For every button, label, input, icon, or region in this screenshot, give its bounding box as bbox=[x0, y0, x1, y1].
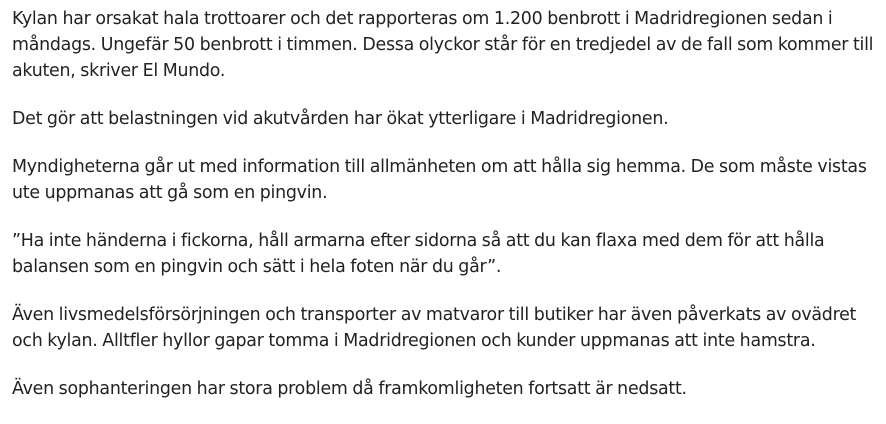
article-quote-paragraph: ”Ha inte händerna i fickorna, håll armarna efter sidorna så att du kan flaxa med dem för att hålla balansen som en pingvin och sätt i hela foten när du går”. bbox=[12, 231, 825, 277]
article-paragraph: Myndigheterna går ut med information till allmänheten om att hålla sig hemma. De som måste vistas ute uppmanas att gå som en pingvin. bbox=[12, 157, 867, 203]
article-paragraph: Det gör att belastningen vid akutvården har ökat ytterligare i Madridregionen. bbox=[12, 109, 669, 129]
article-paragraph: Även livsmedelsförsörjningen och transporter av matvaror till butiker har även påverkats av ovädret och kylan. Alltfler hyllor gapar tomma i Madridregionen och kunder uppmanas att inte hamstra. bbox=[12, 305, 857, 351]
article-paragraph: Kylan har orsakat hala trottoarer och det rapporteras om 1.200 benbrott i Madridregionen sedan i måndags. Ungefär 50 benbrott i timmen. Dessa olyckor står för en tredjedel av de fall som kommer till akuten, skriver El Mundo. bbox=[12, 9, 874, 81]
article-paragraph: Även sophanteringen har stora problem då framkomligheten fortsatt är nedsatt. bbox=[12, 379, 687, 399]
article-body bbox=[12, 6, 882, 424]
